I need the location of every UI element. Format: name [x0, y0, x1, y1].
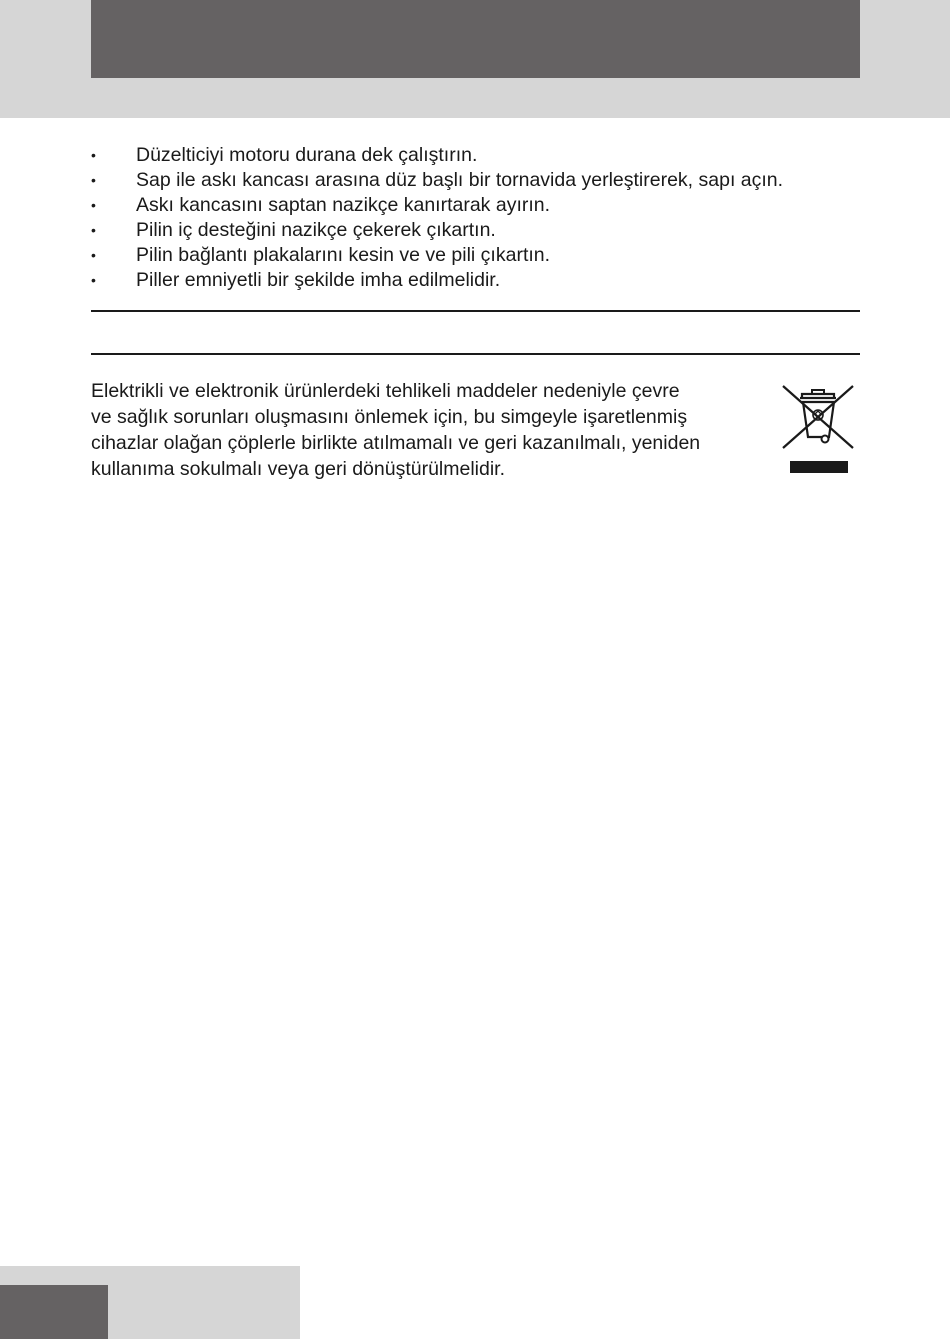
section-divider-top — [91, 310, 860, 312]
list-item — [91, 268, 860, 293]
disposal-notice-line: cihazlar olağan çöplerle birlikte atılmamalı ve geri kazanılmalı, yeniden — [91, 432, 701, 454]
disposal-notice-line: Elektrikli ve elektronik ürünlerdeki tehlikeli maddeler nedeniyle çevre — [91, 380, 680, 402]
bullet: • — [91, 147, 96, 163]
list-item — [91, 243, 860, 268]
bullet: • — [91, 197, 96, 213]
disposal-notice — [91, 378, 771, 482]
header-bar — [91, 0, 860, 78]
battery-removal-steps — [91, 143, 860, 293]
list-item — [91, 193, 860, 218]
step-text: Düzelticiyi motoru durana dek çalıştırın. — [136, 144, 478, 166]
step-text: Pilin bağlantı plakalarını kesin ve ve pili çıkartın. — [136, 244, 551, 266]
list-item — [91, 168, 860, 193]
disposal-notice-line: kullanıma sokulmalı veya geri dönüştürülmelidir. — [91, 458, 506, 480]
step-text: Piller emniyetli bir şekilde imha edilmelidir. — [136, 269, 501, 291]
step-text: Pilin iç desteğini nazikçe çekerek çıkartın. — [136, 219, 496, 241]
list-item — [91, 143, 860, 168]
crossed-out-wheelie-bin-icon — [778, 381, 858, 477]
bullet: • — [91, 172, 96, 188]
bullet: • — [91, 222, 96, 238]
step-text: Askı kancasını saptan nazikçe kanırtarak ayırın. — [136, 194, 551, 216]
bullet: • — [91, 247, 96, 263]
list-item — [91, 218, 860, 243]
section-divider-bottom — [91, 353, 860, 355]
bullet: • — [91, 272, 96, 288]
step-text: Sap ile askı kancası arasına düz başlı bir tornavida yerleştirerek, sapı açın. — [136, 169, 784, 191]
disposal-notice-line: ve sağlık sorunları oluşmasını önlemek için, bu simgeyle işaretlenmiş — [91, 406, 688, 428]
footer-page-tab — [0, 1285, 108, 1339]
